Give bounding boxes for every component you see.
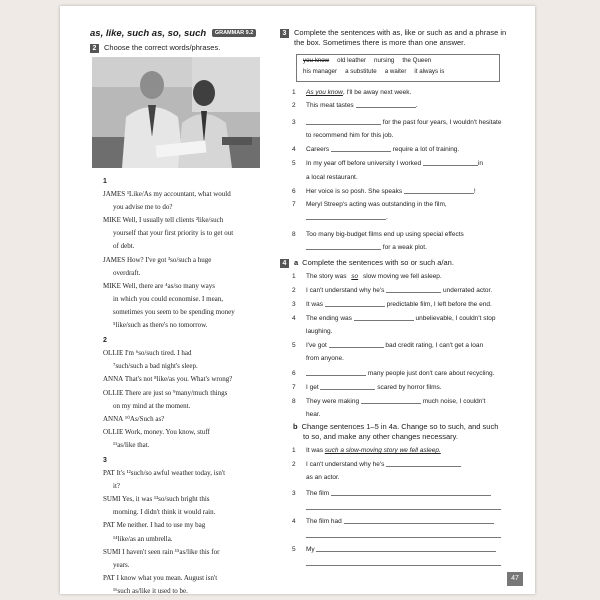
dialog-text: ¹⁰As/Such as? <box>124 414 165 423</box>
answer-blank[interactable] <box>386 459 461 467</box>
dialog-text: ¹⁴like/as an umbrella. <box>113 534 173 543</box>
dialog-line <box>103 546 293 559</box>
dialog-text: I haven't seen rain ¹⁵as/like this for <box>122 547 220 556</box>
item-text: The film had <box>306 518 342 525</box>
item-number: 6 <box>292 188 296 195</box>
item-number: 2 <box>292 461 296 468</box>
item-text-after: bad credit rating, I can't get a loan <box>385 342 484 349</box>
exercise-item <box>292 381 442 394</box>
exercise-item <box>292 157 483 170</box>
item-text-after: slow moving we fell asleep. <box>362 273 442 280</box>
item-text: from anyone. <box>306 355 344 362</box>
answer-blank[interactable] <box>325 299 385 307</box>
dialog-text: ¹⁶such as/like it used to be. <box>113 586 188 595</box>
speaker-name: PAT <box>103 521 115 530</box>
answer-blank[interactable] <box>306 530 501 538</box>
item-text: I've got <box>306 342 327 349</box>
dialog-text: It's ¹²such/so awful weather today, isn't <box>116 469 226 478</box>
item-number: 3 <box>292 301 296 308</box>
answer-blank[interactable] <box>386 285 441 293</box>
item-text: laughing. <box>306 328 333 335</box>
dialog-text: it? <box>113 482 120 491</box>
item-text: Meryl Streep's acting was outstanding in the film, <box>306 201 447 208</box>
part-label: a <box>294 258 299 267</box>
exercise-2-heading <box>90 43 220 53</box>
answer-blank[interactable] <box>331 488 491 496</box>
item-text-after: much noise, I couldn't <box>422 398 486 405</box>
dialog-text: How? I've got ³so/such a huge <box>126 255 212 264</box>
word-box-row <box>297 66 499 77</box>
answer-blank[interactable] <box>404 186 474 194</box>
dialog-text: sometimes you seem to be spending money <box>113 307 235 316</box>
dialog-line <box>103 426 293 439</box>
answer-blank[interactable] <box>354 313 414 321</box>
answer-blank[interactable] <box>344 516 494 524</box>
dialog-number: 3 <box>103 456 107 464</box>
exercise-item <box>292 86 411 99</box>
exercise-item <box>292 241 427 254</box>
item-number: 3 <box>292 119 296 126</box>
exercise-item <box>292 171 358 184</box>
exercise-item <box>292 395 485 408</box>
exercise-item <box>292 211 388 224</box>
exercise-instruction-line1: Change sentences 1–5 in 4a. Change so to such, and such <box>301 422 499 431</box>
exercise-item <box>292 99 417 112</box>
exercise-instruction: Complete the sentences with so or such a/an. <box>302 258 454 267</box>
answer-blank[interactable] <box>306 212 386 220</box>
exercise-item <box>292 352 344 365</box>
item-text-after: . <box>386 214 388 221</box>
answer-blank[interactable] <box>306 117 381 125</box>
answer-blank[interactable] <box>306 368 366 376</box>
item-text: Careers <box>306 146 330 153</box>
item-number: 6 <box>292 370 296 377</box>
answer-blank[interactable] <box>306 242 381 250</box>
answer-line[interactable] <box>292 557 501 570</box>
item-text-after: ! <box>473 188 476 195</box>
dialog-text: yourself that your first priority is to get out <box>113 229 234 238</box>
dialog-line <box>103 214 293 227</box>
exercise-item <box>292 228 464 241</box>
item-text: Her voice is so posh. She speaks <box>306 188 403 195</box>
item-text: The ending was <box>306 315 352 322</box>
dialog-text: Well, there are ⁴as/so many ways <box>122 281 215 290</box>
dialog-text: overdraft. <box>113 268 141 277</box>
speaker-name: ANNA <box>103 375 124 384</box>
dialog-text: in which you could economise. I mean, <box>113 294 224 303</box>
photo-two-businessmen <box>92 57 260 168</box>
dialog-text: morning. I didn't think it would rain. <box>113 508 216 517</box>
item-text: In my year off before university I worked <box>306 160 422 167</box>
speaker-name: OLLIE <box>103 349 124 358</box>
exercise-number: 2 <box>90 44 99 53</box>
item-number: 1 <box>292 89 296 96</box>
item-text: to recommend him for this job. <box>306 132 394 139</box>
item-text-after: predictable film, I left before the end. <box>386 301 492 308</box>
item-text-after: for the past four years, I wouldn't hesitate <box>381 119 502 126</box>
exercise-instruction: Choose the correct words/phrases. <box>104 43 221 52</box>
word-box-item: a substitute <box>345 68 377 75</box>
exercise-instruction-line2: to so, and make any other changes necessary. <box>303 432 458 441</box>
item-number: 4 <box>292 146 296 153</box>
exercise-item <box>292 367 494 380</box>
exercise-item <box>292 408 320 421</box>
dialog-line <box>103 493 293 506</box>
dialog-text: you advise me to do? <box>113 203 173 212</box>
item-text-after: for a weak plot. <box>381 244 427 251</box>
answer-line[interactable] <box>292 501 501 514</box>
exercise-item <box>292 270 442 283</box>
word-box-item: you know <box>303 57 330 64</box>
item-text: The film <box>306 490 330 497</box>
dialog-line <box>103 360 293 373</box>
answer-blank[interactable] <box>316 544 496 552</box>
item-number: 3 <box>292 490 296 497</box>
answer-blank[interactable] <box>356 100 416 108</box>
dialog-text: I'm ⁶so/such tired. I had <box>124 349 192 358</box>
dialog-text: Yes, it was ¹³so/such bright this <box>122 495 210 504</box>
word-box <box>296 54 500 82</box>
item-text-after: . <box>415 102 418 110</box>
item-number: 2 <box>292 287 296 294</box>
exercise-3-heading <box>280 28 506 48</box>
exercise-4a-heading <box>280 258 454 268</box>
speaker-name: PAT <box>103 573 115 582</box>
item-text: Too many big-budget films end up using special effects <box>306 231 464 238</box>
dialog-text: Me neither. I had to use my bag <box>116 521 206 530</box>
item-text: It was <box>306 301 323 308</box>
exercise-instruction-line1: Complete the sentences with as, like or such as and a phrase in <box>294 28 507 37</box>
word-box-item: the Queen <box>402 57 432 64</box>
item-text: I get <box>306 384 319 391</box>
exercise-item <box>292 543 496 556</box>
part-label: b <box>293 422 298 431</box>
dialog-line <box>103 306 293 319</box>
exercise-4b-items <box>292 444 517 574</box>
speaker-name: JAMES <box>103 190 126 199</box>
speaker-name: OLLIE <box>103 427 124 436</box>
word-box-item: it always is <box>414 68 445 75</box>
answer-blank[interactable] <box>306 502 501 510</box>
item-text-after: unbelievable, I couldn't stop <box>415 315 496 322</box>
item-number: 5 <box>292 546 296 553</box>
exercise-item <box>292 325 332 338</box>
title-text: as, like, such as, so, such <box>90 28 207 39</box>
dialog-text: on my mind at the moment. <box>113 401 191 410</box>
item-text: I can't understand why he's <box>306 287 385 294</box>
answer-blank[interactable] <box>306 558 501 566</box>
exercise-item <box>292 312 496 325</box>
dialog-line <box>103 293 293 306</box>
exercise-item <box>292 471 340 484</box>
answer-blank[interactable] <box>361 396 421 404</box>
item-text-after: many people just don't care about recycling. <box>367 370 495 377</box>
workbook-page <box>60 6 535 594</box>
answer-blank[interactable] <box>331 144 391 152</box>
exercise-item <box>292 487 491 500</box>
dialog-text: There are just so ⁹many/much things <box>124 388 228 397</box>
item-number: 7 <box>292 201 296 208</box>
dialog-text: ⁵like/such as there's no tomorrow. <box>113 321 208 330</box>
dialog-text: of debt. <box>113 242 135 251</box>
dialog-line <box>103 254 293 267</box>
dialog-text: years. <box>113 560 130 569</box>
page-number: 47 <box>507 572 523 586</box>
speaker-name: MIKE <box>103 216 121 225</box>
dialog-line <box>103 240 293 253</box>
exercise-number: 3 <box>280 29 289 38</box>
exercise-item <box>292 298 492 311</box>
businessmen-image <box>92 57 260 168</box>
item-number: 8 <box>292 398 296 405</box>
exercise-item <box>292 458 461 471</box>
item-text: This meat tastes <box>306 102 354 110</box>
speaker-name: SUMI <box>103 495 121 504</box>
item-number: 2 <box>292 102 296 110</box>
speaker-name: SUMI <box>103 547 121 556</box>
dialog-text: That's not ⁸like/as you. What's wrong? <box>124 375 233 384</box>
dialog-line <box>103 188 293 201</box>
dialog-line <box>103 387 293 400</box>
exercise-instruction-line2: the box. Sometimes there is more than one answer. <box>294 38 466 47</box>
item-text: I can't understand why he's <box>306 461 385 468</box>
speaker-name: PAT <box>103 469 115 478</box>
answer-blank[interactable] <box>320 382 375 390</box>
item-number: 1 <box>292 273 296 280</box>
dialog-line <box>103 519 293 532</box>
exercise-4a-items <box>292 270 517 420</box>
exercise-4b-heading <box>293 422 498 442</box>
dialog-line <box>103 572 293 585</box>
dialog-number: 2 <box>103 337 107 345</box>
dialog-line <box>103 267 293 280</box>
exercise-number: 4 <box>280 259 289 268</box>
word-box-item: nursing <box>374 57 395 64</box>
item-text: They were making <box>306 398 360 405</box>
item-text-after: require a lot of training. <box>390 146 460 153</box>
item-number: 5 <box>292 160 296 167</box>
item-text: a local restaurant. <box>306 173 358 181</box>
item-text: as an actor. <box>306 474 340 481</box>
exercise-item <box>292 284 492 297</box>
dialog-line <box>103 280 293 293</box>
speaker-name: OLLIE <box>103 388 124 397</box>
item-text-after: underrated actor. <box>443 287 493 294</box>
answer-line[interactable] <box>292 529 501 542</box>
exercise-item <box>292 129 393 142</box>
dialog-line <box>103 467 293 480</box>
exercise-item <box>292 198 447 211</box>
exercise-item <box>292 116 501 129</box>
word-box-item: his manager <box>303 68 338 75</box>
dialog-line <box>103 319 293 332</box>
item-text: My <box>306 546 315 553</box>
item-number: 1 <box>292 447 296 454</box>
item-number: 7 <box>292 384 296 391</box>
dialog-block <box>103 175 293 598</box>
dialog-line <box>103 227 293 240</box>
dialog-text: Work, money. You know, stuff <box>124 427 210 436</box>
dialog-line <box>103 533 293 546</box>
dialog-line <box>103 480 293 493</box>
item-text-after: in <box>477 160 483 167</box>
dialog-text: ¹¹as/like that. <box>113 440 150 449</box>
exercise-item <box>292 444 441 457</box>
dialog-line <box>103 373 293 386</box>
answer-example: so <box>351 273 359 280</box>
exercise-item <box>292 339 483 352</box>
item-text-after: scared by horror films. <box>377 384 442 391</box>
page-title <box>90 28 256 39</box>
exercise-item <box>292 143 459 156</box>
dialog-line <box>103 506 293 519</box>
exercise-3-items <box>292 86 517 261</box>
dialog-text: I know what you mean. August isn't <box>116 573 218 582</box>
answer-example: As you know <box>306 89 343 96</box>
dialog-line <box>103 201 293 214</box>
answer-example: such a slow-moving story we fell asleep. <box>324 447 441 454</box>
word-box-item: a waiter <box>384 68 407 75</box>
item-text: The story was <box>306 273 347 280</box>
dialog-number: 1 <box>103 178 107 185</box>
word-box-item: old leather <box>337 57 367 64</box>
speaker-name: JAMES <box>103 255 126 264</box>
dialog-line <box>103 347 293 360</box>
speaker-name: ANNA <box>103 414 124 423</box>
exercise-item <box>292 515 494 528</box>
grammar-badge: GRAMMAR 9.2 <box>212 29 257 37</box>
speaker-name: MIKE <box>103 281 121 290</box>
item-number: 5 <box>292 342 296 349</box>
word-box-row <box>297 55 499 66</box>
answer-blank[interactable] <box>423 158 478 166</box>
item-number: 4 <box>292 315 296 322</box>
dialog-text: ¹Like/As my accountant, what would <box>126 190 231 199</box>
dialog-line <box>103 559 293 572</box>
item-number: 8 <box>292 231 296 238</box>
item-text: hear. <box>306 411 321 418</box>
dialog-text: Well, I usually tell clients ²like/such <box>122 216 224 225</box>
dialog-line <box>103 413 293 426</box>
dialog-line <box>103 400 293 413</box>
item-text-after: , I'll be away next week. <box>342 89 412 96</box>
item-text: It was <box>306 447 323 454</box>
dialog-line <box>103 585 293 598</box>
item-number: 4 <box>292 518 296 525</box>
answer-blank[interactable] <box>329 340 384 348</box>
dialog-line <box>103 439 293 452</box>
dialog-text: ⁷such/such a bad night's sleep. <box>113 362 198 371</box>
exercise-item <box>292 185 476 198</box>
